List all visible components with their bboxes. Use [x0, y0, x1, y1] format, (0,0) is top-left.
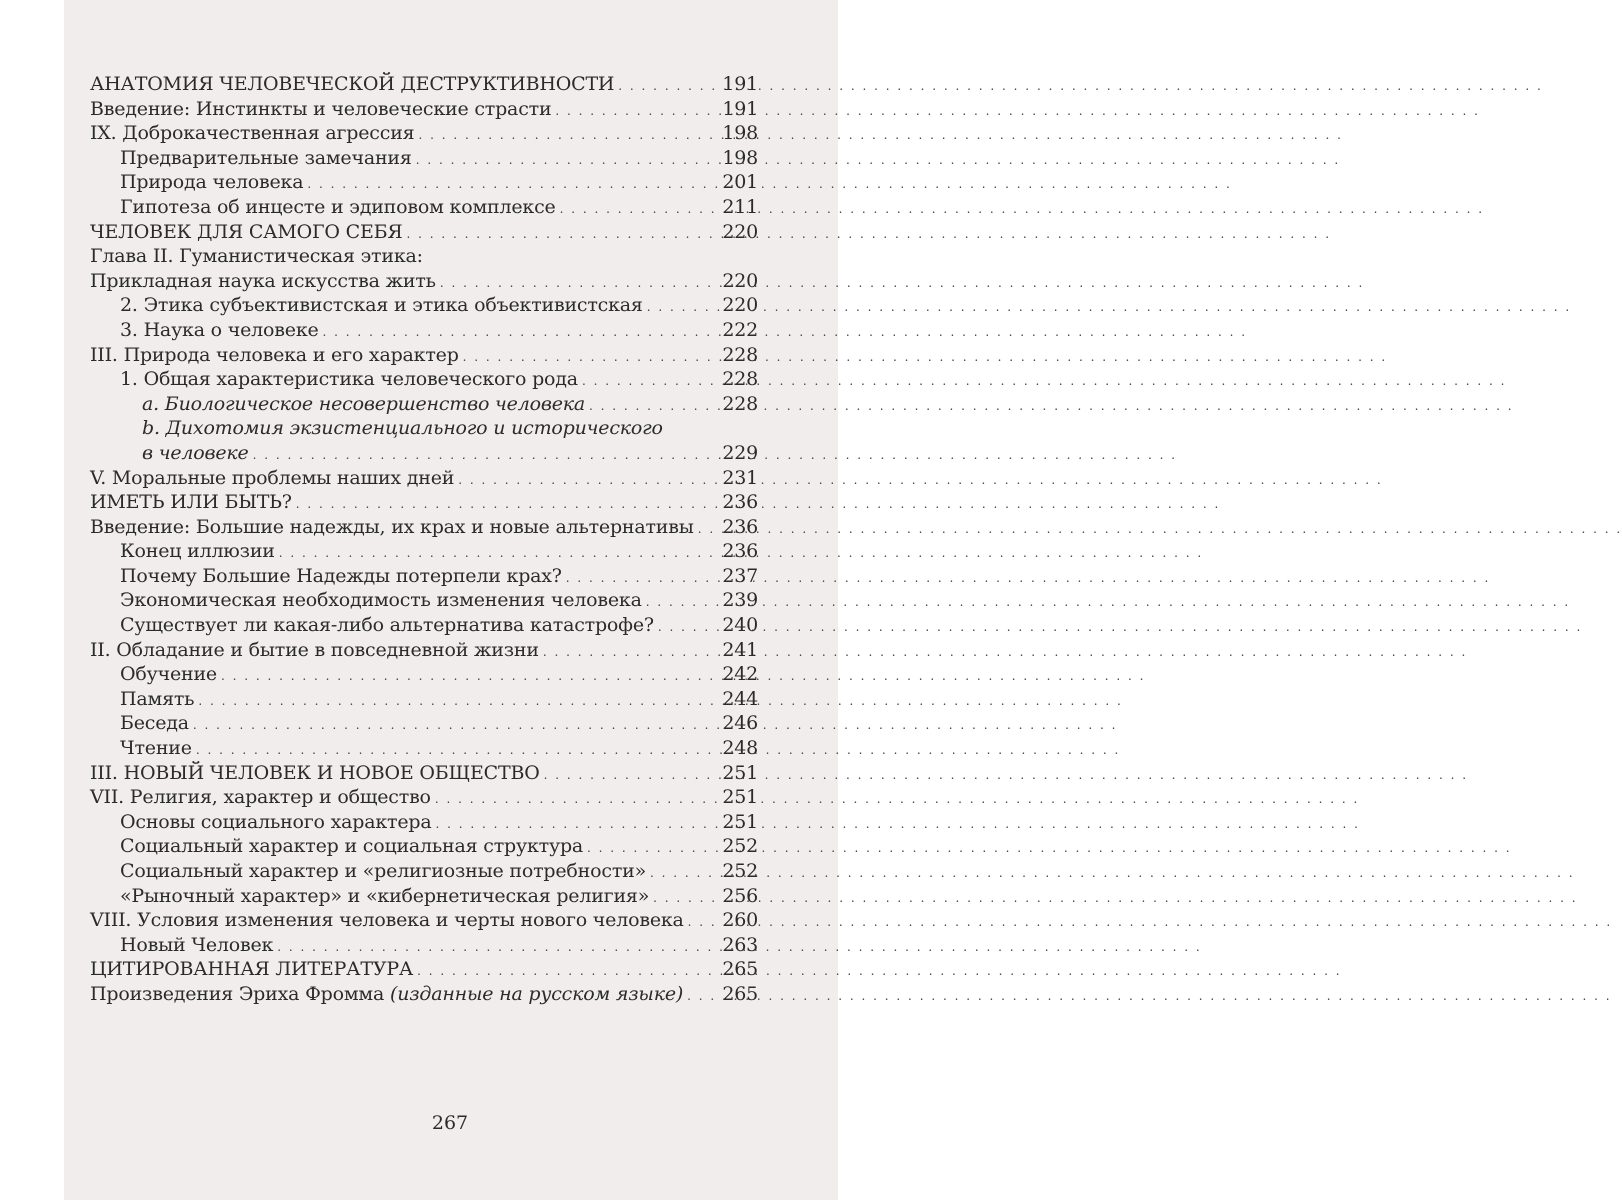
toc-entry: 2. Этика субъективистская и этика объективистская . . . 220	[90, 293, 758, 318]
toc-entry: II. Обладание и бытие в повседневной жизни . . . 241	[90, 638, 758, 663]
leader-dots	[618, 72, 718, 99]
toc-entry: АНАТОМИЯ ЧЕЛОВЕЧЕСКОЙ ДЕСТРУКТИВНОСТИ . . . 191	[90, 72, 758, 97]
toc-entry: Глава II. Гуманистическая этика:	[90, 245, 423, 268]
toc-entry: Обучение . . . 242	[90, 662, 758, 687]
leader-dots	[253, 441, 719, 468]
leader-dots	[458, 466, 718, 493]
toc-entry: Беседа . . . 246	[90, 711, 758, 736]
leader-dots	[435, 810, 718, 837]
leader-dots	[543, 638, 719, 665]
leader-dots	[463, 343, 719, 370]
toc-entry: «Рыночный характер» и «кибернетическая религия» . . . 256	[90, 884, 758, 909]
toc-entry: Предварительные замечания . . . 198	[90, 146, 758, 171]
leader-dots	[555, 97, 718, 124]
toc-entry: VIII. Условия изменения человека и черты нового человека . . . 260	[90, 908, 758, 933]
toc-entry: Экономическая необходимость изменения человека . . . 239	[90, 588, 758, 613]
leader-dots	[279, 539, 719, 566]
toc-entry: IX. Доброкачественная агрессия . . . 198	[90, 121, 758, 146]
toc-entry: III. НОВЫЙ ЧЕЛОВЕК И НОВОЕ ОБЩЕСТВО . . . 251	[90, 761, 758, 786]
toc-entry: Основы социального характера . . . 251	[90, 810, 758, 835]
leader-dots	[653, 884, 718, 911]
leader-dots	[687, 982, 718, 1009]
leader-dots	[221, 662, 718, 689]
leader-dots	[196, 736, 719, 763]
leader-dots	[587, 834, 718, 861]
toc-entry: b. Дихотомия экзистенциального и исторического	[142, 417, 663, 440]
leader-dots	[688, 908, 719, 935]
leader-dots	[416, 146, 719, 173]
toc-entry: Память . . . 244	[90, 687, 758, 712]
leader-dots	[566, 564, 719, 591]
leader-dots	[582, 367, 718, 394]
toc-entry: Новый Человек . . . 263	[90, 933, 758, 958]
page-number: 267	[431, 1112, 469, 1134]
toc-entry: ИМЕТЬ ИЛИ БЫТЬ? . . . 236	[90, 490, 758, 515]
leader-dots	[407, 220, 719, 247]
toc-entry: Прикладная наука искусства жить . . . 220	[90, 269, 758, 294]
toc-entry: Природа человека . . . 201	[90, 170, 758, 195]
leader-dots	[418, 121, 718, 148]
leader-dots	[198, 687, 718, 714]
table-of-contents	[90, 72, 758, 1007]
leader-dots	[307, 170, 718, 197]
toc-entry: Чтение . . . 248	[90, 736, 758, 761]
leader-dots	[650, 859, 718, 886]
leader-dots	[193, 711, 718, 738]
toc-entry: V. Моральные проблемы наших дней . . . 231	[90, 466, 758, 491]
toc-entry: ЦИТИРОВАННАЯ ЛИТЕРАТУРА . . . 265	[90, 957, 758, 982]
toc-entry: Конец иллюзии . . . 236	[90, 539, 758, 564]
toc-entry: VII. Религия, характер и общество . . . 251	[90, 785, 758, 810]
toc-entry: в человеке . . . 229	[90, 441, 758, 466]
toc-entry: Введение: Большие надежды, их крах и новые альтернативы . . . 236	[90, 515, 758, 540]
toc-entry: III. Природа человека и его характер . . . 228	[90, 343, 758, 368]
leader-dots	[560, 195, 719, 222]
leader-dots	[646, 588, 719, 615]
toc-entry: Гипотеза об инцесте и эдиповом комплексе . . . 211	[90, 195, 758, 220]
toc-entry: Социальный характер и социальная структура . . . 252	[90, 834, 758, 859]
leader-dots	[440, 269, 719, 296]
leader-dots	[658, 613, 718, 640]
leader-dots	[647, 293, 719, 320]
toc-entry: a. Биологическое несовершенство человека . . . 228	[90, 392, 758, 417]
leader-dots	[589, 392, 718, 419]
toc-entry: Произведения Эриха Фромма (изданные на русском языке) . . . 265	[90, 982, 758, 1007]
leader-dots	[296, 490, 719, 517]
toc-entry: Введение: Инстинкты и человеческие страсти . . . 191	[90, 97, 758, 122]
leader-dots	[417, 957, 718, 984]
leader-dots	[544, 761, 719, 788]
leader-dots	[323, 318, 719, 345]
toc-entry: 3. Наука о человеке . . . 222	[90, 318, 758, 343]
toc-entry: ЧЕЛОВЕК ДЛЯ САМОГО СЕБЯ . . . 220	[90, 220, 758, 245]
toc-entry: Почему Большие Надежды потерпели крах? . . . 237	[90, 564, 758, 589]
toc-entry: Социальный характер и «религиозные потребности» . . . 252	[90, 859, 758, 884]
toc-entry: 1. Общая характеристика человеческого рода . . . 228	[90, 367, 758, 392]
leader-dots	[698, 515, 719, 542]
toc-entry: Существует ли какая-либо альтернатива катастрофе? . . . 240	[90, 613, 758, 638]
leader-dots	[277, 933, 718, 960]
leader-dots	[435, 785, 719, 812]
